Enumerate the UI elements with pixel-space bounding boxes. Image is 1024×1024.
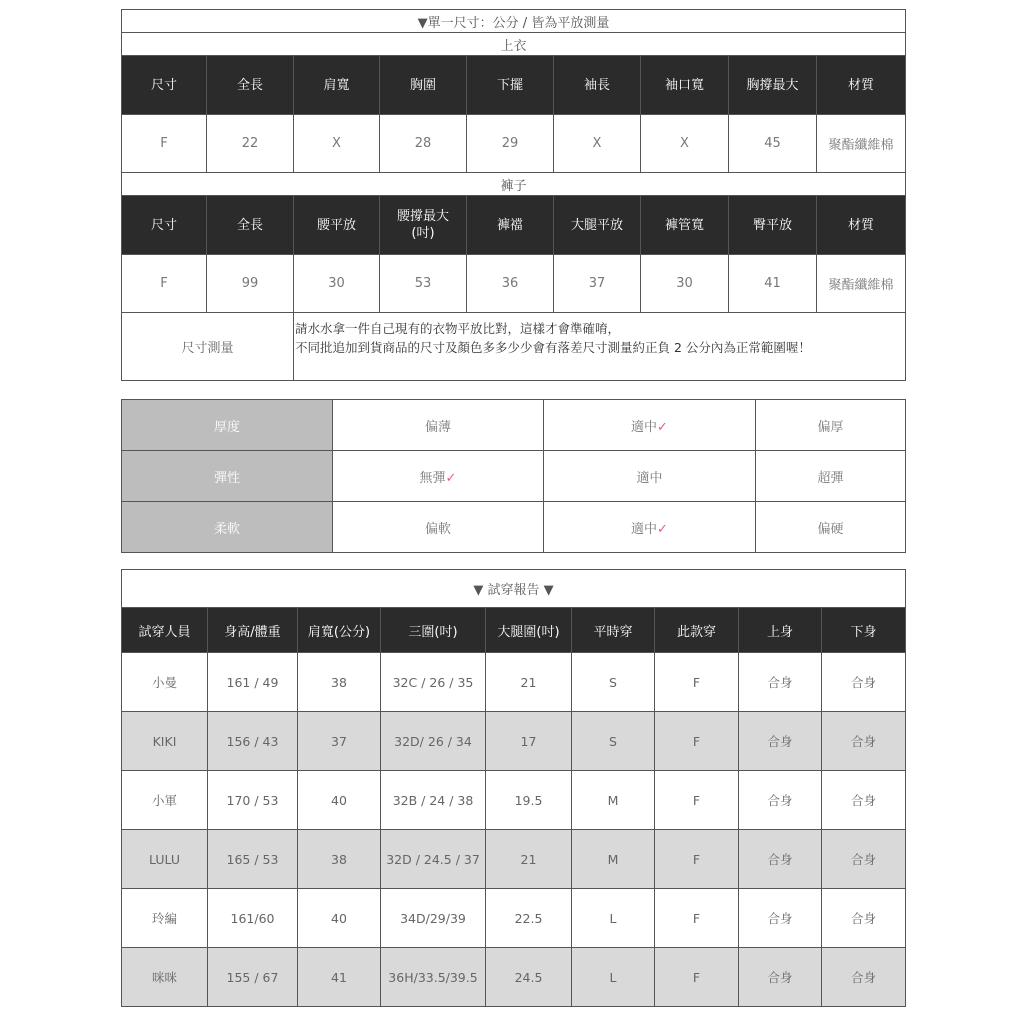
pants-header-cell: 臀平放	[729, 196, 817, 255]
pants-header-cell: 大腿平放	[554, 196, 641, 255]
fabric-option-text: 偏硬	[817, 521, 844, 537]
fit-cell: L	[572, 948, 655, 1007]
fabric-row-elasticity	[122, 451, 906, 502]
table-row	[122, 830, 906, 889]
fit-cell: S	[572, 712, 655, 771]
fit-cell: 24.5	[486, 948, 572, 1007]
fit-cell: 38	[298, 653, 381, 712]
fit-cell: 咪咪	[122, 948, 208, 1007]
measure-note-line2: 不同批追加到貨商品的尺寸及顏色多多少少會有落差尺寸測量約正負 2 公分內為正常範圍喔！	[295, 340, 811, 355]
top-header-cell: 下擺	[467, 56, 554, 115]
top-header-cell: 全長	[207, 56, 294, 115]
pants-header-cell: 褲管寬	[641, 196, 729, 255]
fit-cell: 170 / 53	[208, 771, 298, 830]
measure-note	[294, 313, 906, 381]
fit-header-cell: 下身	[822, 608, 906, 653]
fit-header-row	[122, 608, 906, 653]
fit-cell: 合身	[822, 653, 906, 712]
fabric-option	[756, 400, 906, 451]
pants-header-row	[122, 196, 906, 255]
fit-header-cell: 肩寬(公分)	[298, 608, 381, 653]
fabric-option	[333, 502, 544, 553]
fit-cell: F	[655, 653, 739, 712]
fit-cell: F	[655, 889, 739, 948]
top-value-cell: 29	[467, 115, 554, 173]
measure-note-line1: 請水水拿一件自己現有的衣物平放比對，這樣才會準確唷，	[295, 321, 621, 336]
fit-cell: 19.5	[486, 771, 572, 830]
fabric-option-text: 超彈	[817, 470, 844, 486]
fabric-option	[544, 451, 756, 502]
fabric-row-softness	[122, 502, 906, 553]
fit-cell: 40	[298, 771, 381, 830]
top-header-cell: 胸撐最大	[729, 56, 817, 115]
table-row	[122, 948, 906, 1007]
fit-header-cell: 大腿圍(吋)	[486, 608, 572, 653]
fit-cell: 合身	[739, 948, 822, 1007]
top-header-cell: 胸圍	[380, 56, 467, 115]
fit-cell: 161 / 49	[208, 653, 298, 712]
pants-header-line1: 腰撐最大	[396, 209, 449, 224]
fit-cell: 155 / 67	[208, 948, 298, 1007]
pants-value-cell: 53	[380, 255, 467, 313]
fabric-label: 彈性	[122, 451, 333, 502]
top-value-cell: X	[554, 115, 641, 173]
fabric-row-thickness	[122, 400, 906, 451]
fit-cell: LULU	[122, 830, 208, 889]
check-icon: ✓	[657, 521, 668, 537]
fabric-option	[544, 502, 756, 553]
fit-cell: F	[655, 948, 739, 1007]
fabric-label: 柔軟	[122, 502, 333, 553]
top-header-row	[122, 56, 906, 115]
fit-cell: 161/60	[208, 889, 298, 948]
pants-header-cell	[380, 196, 467, 255]
fit-cell: 玲編	[122, 889, 208, 948]
fit-cell: 32C / 26 / 35	[381, 653, 486, 712]
fit-cell: 17	[486, 712, 572, 771]
fit-cell: 合身	[822, 771, 906, 830]
top-header-cell: 袖長	[554, 56, 641, 115]
fit-cell: 合身	[822, 889, 906, 948]
fit-title-row	[122, 570, 906, 608]
fit-cell: 165 / 53	[208, 830, 298, 889]
fit-cell: 合身	[739, 712, 822, 771]
fit-header-cell: 三圍(吋)	[381, 608, 486, 653]
pants-value-cell: F	[122, 255, 207, 313]
fit-cell: 小軍	[122, 771, 208, 830]
fit-cell: F	[655, 712, 739, 771]
size-caption: ▼單一尺寸：公分 / 皆為平放測量	[122, 10, 906, 33]
fabric-option-text: 適中	[631, 521, 658, 537]
pants-header-cell: 全長	[207, 196, 294, 255]
fabric-option-text: 無彈	[419, 470, 446, 486]
top-value-cell: F	[122, 115, 207, 173]
measure-label: 尺寸測量	[122, 313, 294, 381]
fit-header-cell: 上身	[739, 608, 822, 653]
fit-cell: 21	[486, 830, 572, 889]
fit-cell: M	[572, 771, 655, 830]
pants-header-line2: (吋)	[411, 226, 435, 241]
top-value-cell: X	[641, 115, 729, 173]
pants-header-cell: 尺寸	[122, 196, 207, 255]
pants-header-cell: 褲襠	[467, 196, 554, 255]
fit-cell: F	[655, 771, 739, 830]
fit-cell: 34D/29/39	[381, 889, 486, 948]
top-header-cell: 尺寸	[122, 56, 207, 115]
fabric-option	[544, 400, 756, 451]
fit-cell: 合身	[739, 771, 822, 830]
fit-cell: F	[655, 830, 739, 889]
pants-header-cell: 腰平放	[294, 196, 380, 255]
top-section-row	[122, 33, 906, 56]
top-header-cell: 材質	[817, 56, 906, 115]
fit-cell: 小曼	[122, 653, 208, 712]
fit-header-cell: 試穿人員	[122, 608, 208, 653]
top-value-cell: 45	[729, 115, 817, 173]
fabric-option-text: 適中	[631, 419, 658, 435]
top-value-cell: 聚酯纖維棉	[817, 115, 906, 173]
fabric-option-text: 偏厚	[817, 419, 844, 435]
fabric-option	[756, 502, 906, 553]
fit-cell: 合身	[739, 889, 822, 948]
fabric-option	[333, 451, 544, 502]
measure-row	[122, 313, 906, 381]
fit-report-table	[121, 569, 906, 1007]
fit-cell: 22.5	[486, 889, 572, 948]
fit-cell: 合身	[739, 653, 822, 712]
table-row	[122, 771, 906, 830]
pants-header-cell: 材質	[817, 196, 906, 255]
fabric-table	[121, 399, 906, 553]
fit-cell: 32D / 24.5 / 37	[381, 830, 486, 889]
fit-cell: 37	[298, 712, 381, 771]
top-section-title: 上衣	[122, 33, 906, 56]
table-row	[122, 712, 906, 771]
fit-cell: 40	[298, 889, 381, 948]
size-caption-row	[122, 10, 906, 33]
fabric-option	[333, 400, 544, 451]
pants-value-cell: 聚酯纖維棉	[817, 255, 906, 313]
pants-value-cell: 30	[641, 255, 729, 313]
fit-cell: KIKI	[122, 712, 208, 771]
fit-cell: 合身	[822, 830, 906, 889]
top-value-cell: 28	[380, 115, 467, 173]
fit-header-cell: 平時穿	[572, 608, 655, 653]
pants-section-row	[122, 173, 906, 196]
fit-cell: 32D/ 26 / 34	[381, 712, 486, 771]
fabric-option-text: 適中	[636, 470, 663, 486]
fit-report-title: ▼ 試穿報告 ▼	[122, 570, 906, 608]
fit-cell: 36H/33.5/39.5	[381, 948, 486, 1007]
fabric-option	[756, 451, 906, 502]
check-icon: ✓	[657, 419, 668, 435]
pants-value-row	[122, 255, 906, 313]
fit-header-cell: 身高/體重	[208, 608, 298, 653]
fabric-label: 厚度	[122, 400, 333, 451]
pants-value-cell: 37	[554, 255, 641, 313]
top-value-cell: 22	[207, 115, 294, 173]
pants-value-cell: 30	[294, 255, 380, 313]
pants-value-cell: 36	[467, 255, 554, 313]
fit-cell: 156 / 43	[208, 712, 298, 771]
fabric-option-text: 偏薄	[424, 419, 451, 435]
table-row	[122, 889, 906, 948]
fabric-option-text: 偏軟	[424, 521, 451, 537]
fit-report-body	[122, 653, 906, 1007]
pants-value-cell: 41	[729, 255, 817, 313]
fit-cell: 32B / 24 / 38	[381, 771, 486, 830]
fit-cell: 41	[298, 948, 381, 1007]
fit-cell: 合身	[822, 948, 906, 1007]
fit-cell: L	[572, 889, 655, 948]
fit-cell: M	[572, 830, 655, 889]
fit-cell: 合身	[822, 712, 906, 771]
top-header-cell: 肩寬	[294, 56, 380, 115]
table-row	[122, 653, 906, 712]
check-icon: ✓	[445, 470, 457, 486]
top-value-cell: X	[294, 115, 380, 173]
pants-value-cell: 99	[207, 255, 294, 313]
fit-cell: 合身	[739, 830, 822, 889]
fit-cell: 38	[298, 830, 381, 889]
size-chart-table	[121, 9, 906, 381]
pants-section-title: 褲子	[122, 173, 906, 196]
fit-cell: S	[572, 653, 655, 712]
top-header-cell: 袖口寬	[641, 56, 729, 115]
top-value-row	[122, 115, 906, 173]
fit-header-cell: 此款穿	[655, 608, 739, 653]
fit-cell: 21	[486, 653, 572, 712]
